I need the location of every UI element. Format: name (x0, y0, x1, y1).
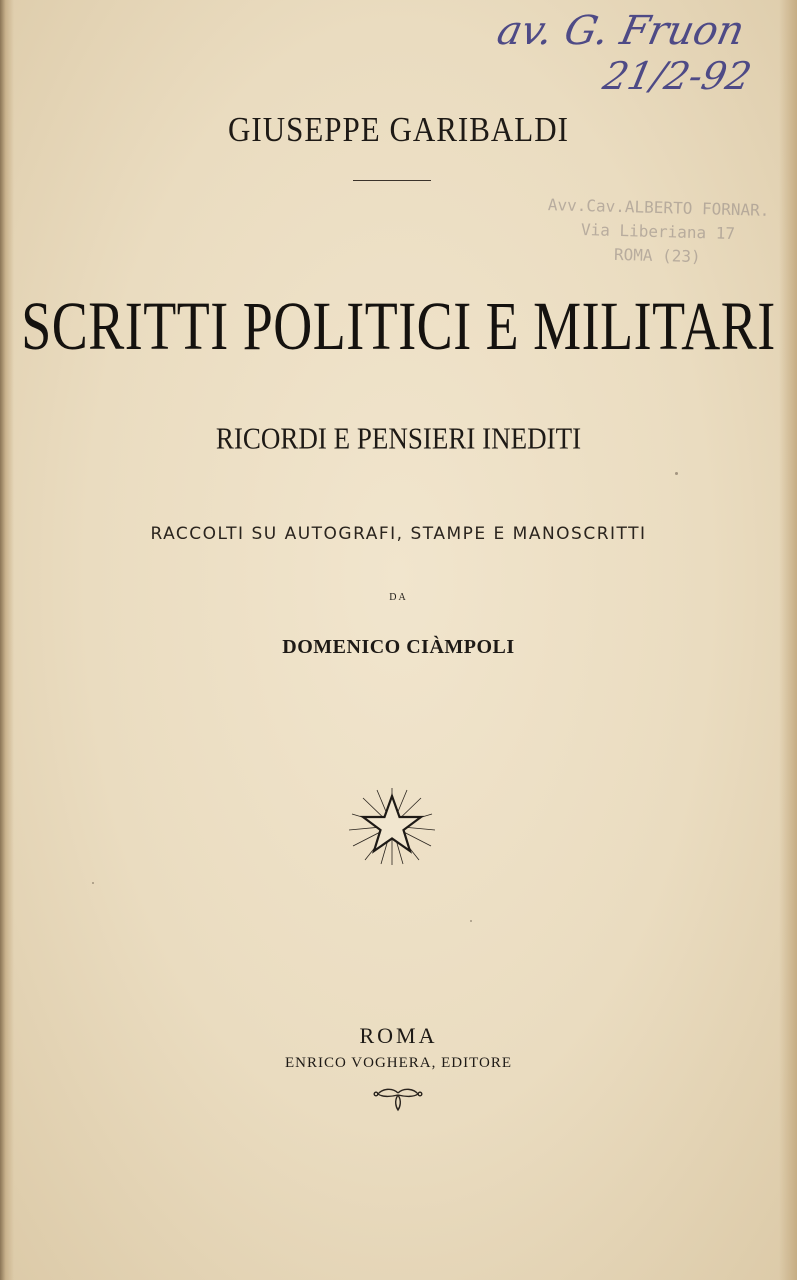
publisher-name: ENRICO VOGHERA, EDITORE (284, 1055, 513, 1071)
author-name: GIUSEPPE GARIBALDI (228, 109, 569, 150)
divider-rule (353, 180, 431, 181)
publication-city: ROMA (359, 1023, 438, 1048)
paper-speck (675, 472, 678, 475)
radiant-star-icon (347, 786, 437, 866)
by-word: DA (389, 592, 408, 603)
stamp-line-1: Avv.Cav.ALBERTO FORNAR. (547, 195, 770, 220)
fleuron-icon (368, 1085, 428, 1113)
book-subtitle: RICORDI E PENSIERI INEDITI (215, 420, 582, 456)
stamp-line-2: Via Liberiana 17 (580, 219, 736, 244)
book-title: SCRITTI POLITICI E MILITARI (21, 287, 776, 365)
handwritten-annotation (493, 4, 796, 104)
paper-speck (92, 882, 94, 884)
paper-speck (470, 920, 472, 922)
handwritten-line-2: 21/2-92 (599, 54, 756, 98)
handwritten-line-1: av. G. Fruon (493, 8, 749, 54)
collected-from-line: RACCOLTI SU AUTOGRAFI, STAMPE E MANOSCRITTI (150, 524, 647, 544)
editor-name: DOMENICO CIÀMPOLI (282, 636, 515, 658)
owner-stamp (537, 193, 779, 271)
stamp-line-3: ROMA (23) (613, 244, 701, 267)
